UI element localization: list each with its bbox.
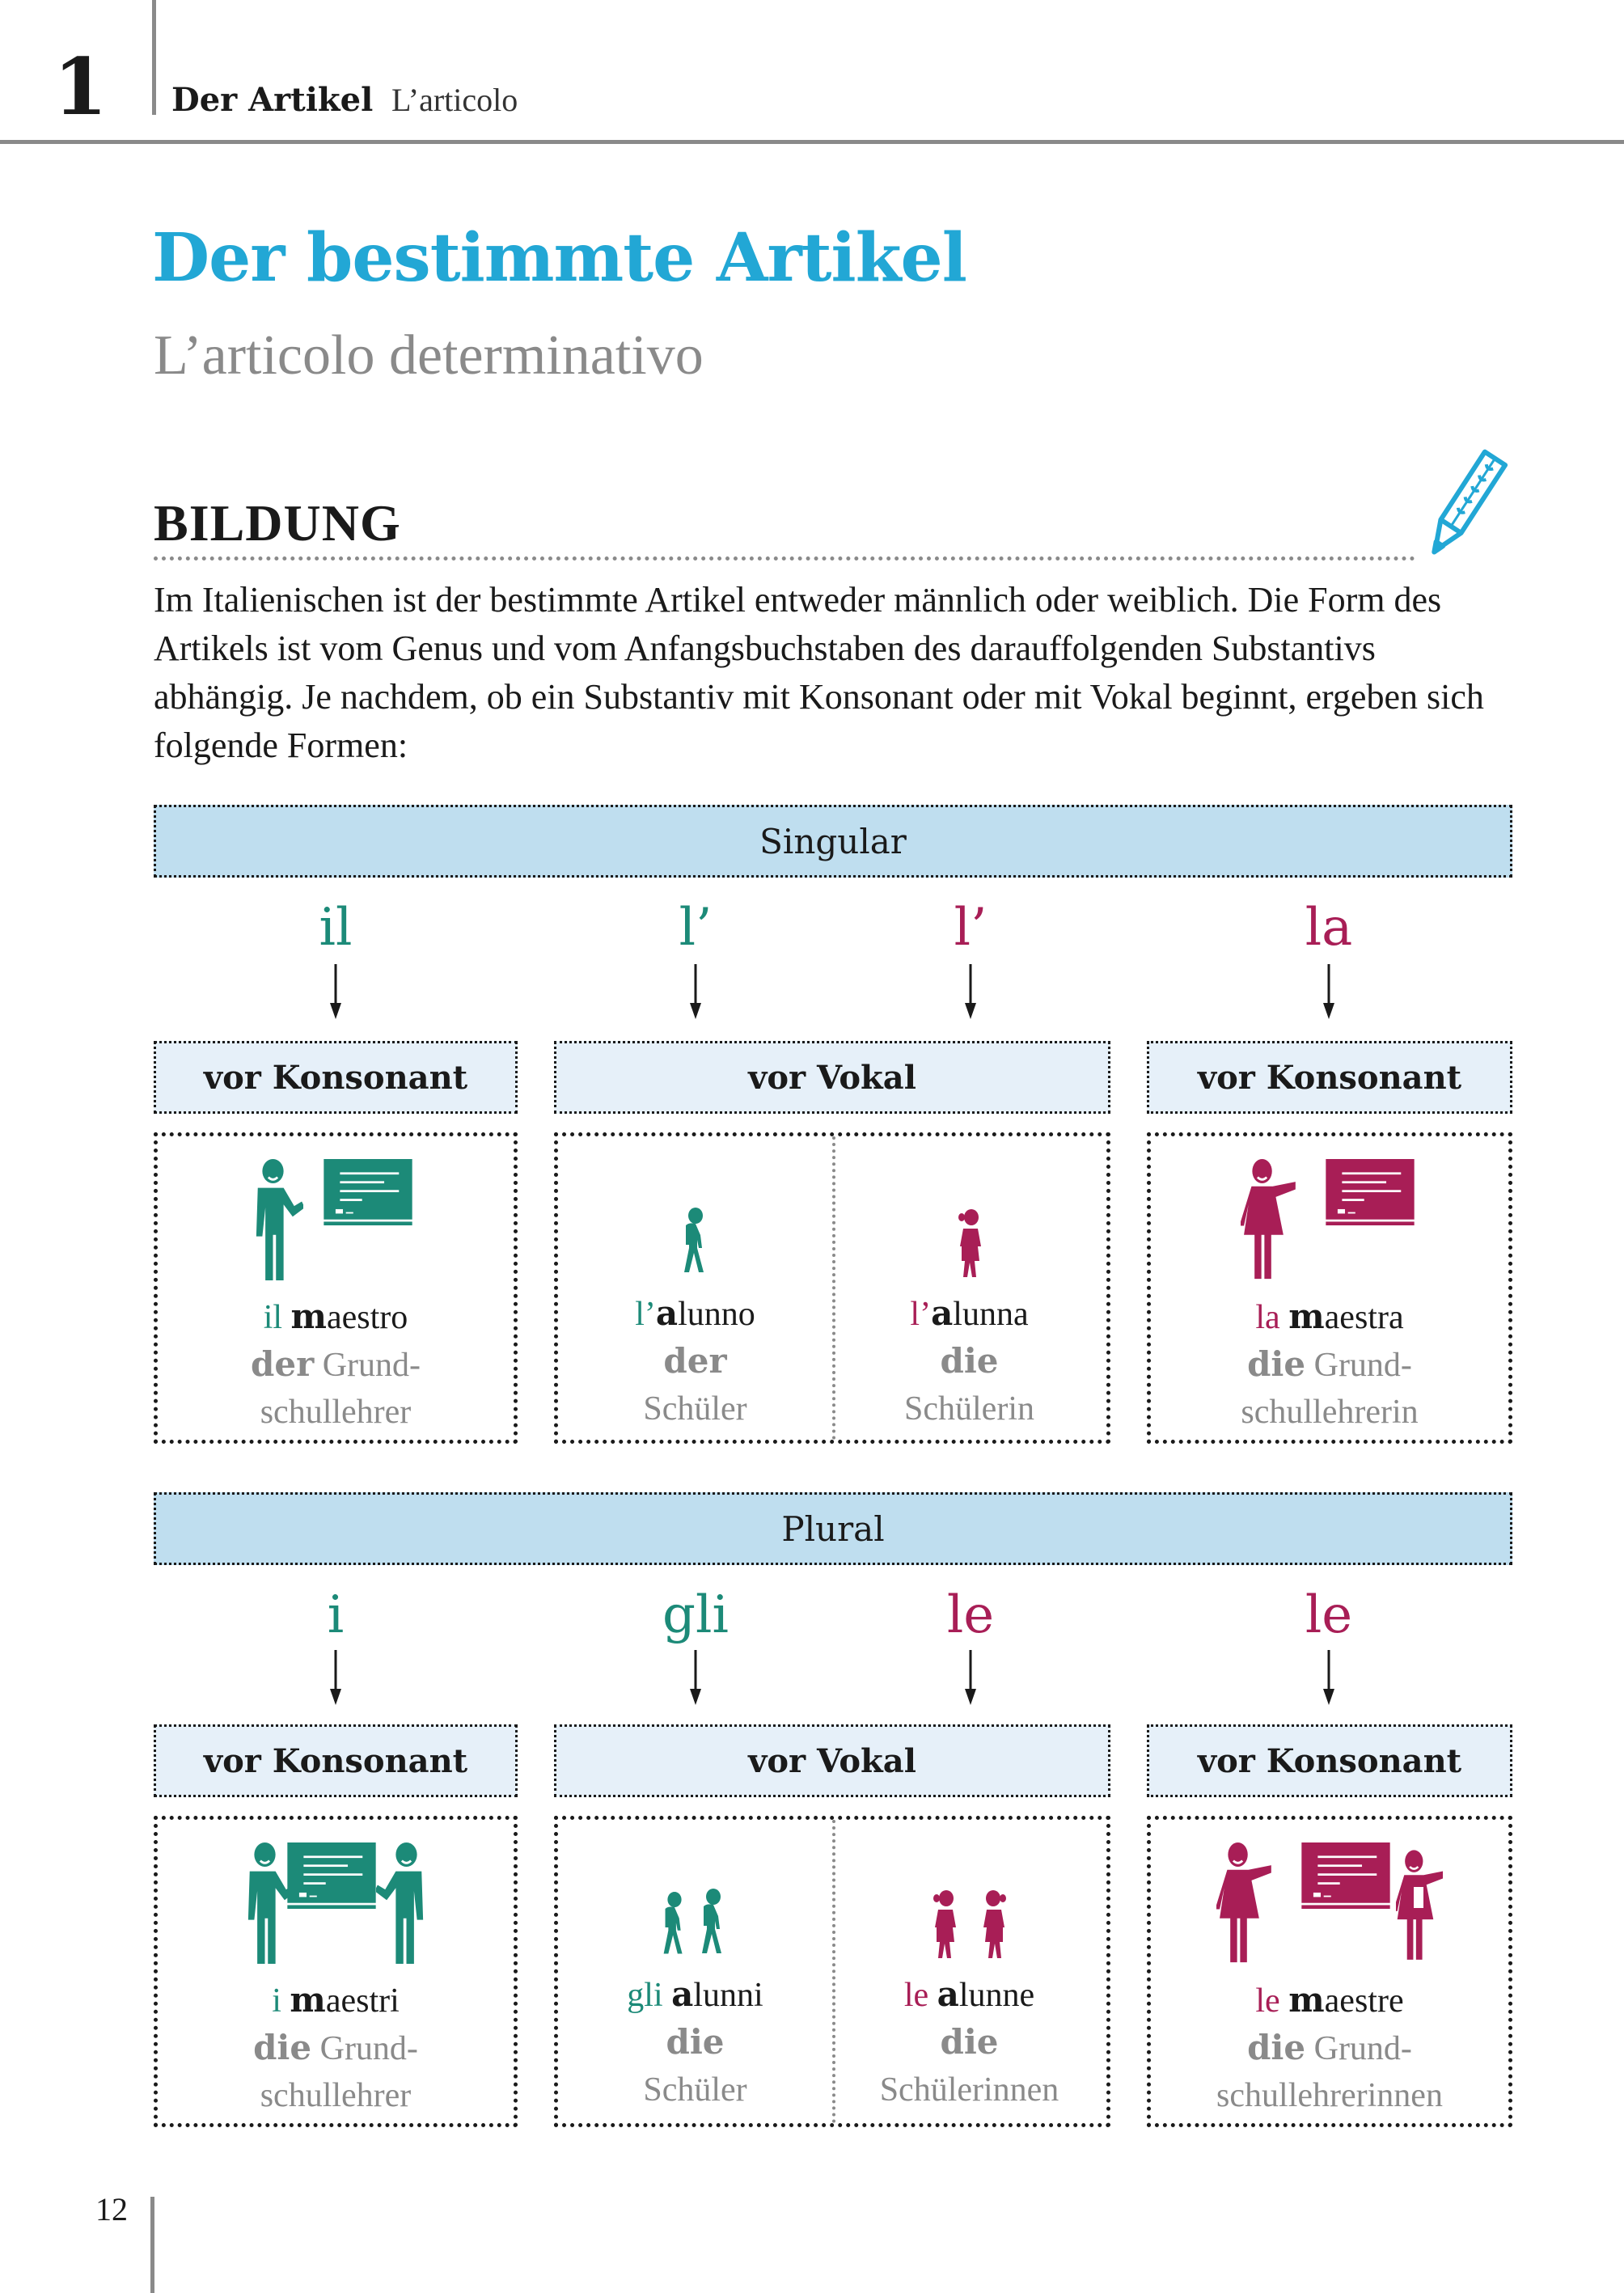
it-noun: i maestri bbox=[272, 1980, 400, 2020]
girl-students-icon bbox=[925, 1889, 1014, 1961]
singular-label: Singular bbox=[759, 821, 907, 861]
article-il: il bbox=[319, 898, 353, 958]
girl-student-icon bbox=[954, 1208, 986, 1280]
article-gli: gli bbox=[662, 1585, 729, 1645]
arrow-down-icon bbox=[328, 964, 344, 1021]
condition-consonant-masc: vor Konsonant bbox=[154, 1724, 518, 1797]
chapter-number: 1 bbox=[53, 41, 108, 133]
de-noun-cont: schullehrerin bbox=[1241, 1394, 1419, 1431]
arrow-down-icon bbox=[962, 1650, 979, 1707]
arrow-down-icon bbox=[328, 1650, 344, 1707]
de-noun: Schüler bbox=[643, 2071, 747, 2109]
article-i: i bbox=[327, 1585, 345, 1645]
condition-consonant-fem: vor Konsonant bbox=[1147, 1041, 1512, 1114]
de-article: die bbox=[940, 1341, 999, 1381]
pencil-icon bbox=[1417, 443, 1514, 565]
section-heading: BILDUNG bbox=[154, 494, 401, 552]
example-card-la-maestra bbox=[1147, 1132, 1512, 1444]
de-article: die bbox=[940, 2022, 999, 2062]
plural-bar bbox=[154, 1492, 1512, 1565]
de-noun: der Grund- bbox=[250, 1344, 421, 1384]
de-noun: die Grund- bbox=[253, 2028, 418, 2067]
condition-consonant-masc: vor Konsonant bbox=[154, 1041, 518, 1114]
plural-label: Plural bbox=[781, 1508, 885, 1549]
condition-vowel: vor Vokal bbox=[554, 1041, 1110, 1114]
article-le-consonant: le bbox=[1305, 1585, 1353, 1645]
it-noun: gli alunni bbox=[627, 1974, 763, 2014]
arrow-down-icon bbox=[687, 964, 704, 1021]
condition-vowel: vor Vokal bbox=[554, 1724, 1110, 1797]
page-title: Der bestimmte Artikel bbox=[152, 219, 966, 297]
it-noun: l’alunna bbox=[910, 1293, 1029, 1333]
page-subtitle: L’articolo determinativo bbox=[154, 324, 704, 387]
it-noun: il maestro bbox=[263, 1297, 408, 1336]
arrow-down-icon bbox=[687, 1650, 704, 1707]
female-teachers-icon bbox=[1216, 1842, 1443, 1964]
example-card-il-maestro bbox=[154, 1132, 518, 1444]
singular-bar bbox=[154, 805, 1512, 878]
section-divider bbox=[154, 556, 1415, 561]
de-noun: Schülerinnen bbox=[879, 2071, 1059, 2109]
male-teachers-icon bbox=[239, 1842, 433, 1964]
de-noun: die Grund- bbox=[1247, 1344, 1412, 1384]
arrow-down-icon bbox=[1321, 1650, 1337, 1707]
de-article: die bbox=[666, 2022, 725, 2062]
header-rule bbox=[0, 140, 1624, 144]
arrow-down-icon bbox=[962, 964, 979, 1021]
chapter-subtitle: L’articolo bbox=[391, 82, 518, 118]
example-card-le-maestre bbox=[1147, 1816, 1512, 2127]
it-noun: l’alunno bbox=[635, 1293, 755, 1333]
de-article: der bbox=[663, 1341, 727, 1381]
condition-consonant-fem: vor Konsonant bbox=[1147, 1724, 1512, 1797]
article-le-vowel: le bbox=[946, 1585, 995, 1645]
arrow-down-icon bbox=[1321, 964, 1337, 1021]
page-number: 12 bbox=[95, 2191, 128, 2227]
boy-student-icon bbox=[679, 1208, 712, 1280]
de-noun-cont: schullehrerinnen bbox=[1216, 2077, 1443, 2114]
it-noun: le maestre bbox=[1255, 1980, 1404, 2020]
footer-divider bbox=[150, 2197, 154, 2293]
boy-students-icon bbox=[655, 1889, 736, 1961]
it-noun: la maestra bbox=[1255, 1297, 1404, 1336]
example-card-vowel bbox=[554, 1132, 1110, 1444]
article-l-masc: l’ bbox=[679, 898, 713, 958]
example-card-vowel-plural bbox=[554, 1816, 1110, 2127]
article-l-fem: l’ bbox=[954, 898, 988, 958]
de-noun: Schülerin bbox=[904, 1390, 1034, 1428]
male-teacher-icon bbox=[239, 1159, 433, 1280]
de-noun-cont: schullehrer bbox=[260, 1394, 412, 1431]
chapter-title: Der Artikel bbox=[171, 81, 374, 119]
example-card-i-maestri bbox=[154, 1816, 518, 2127]
de-noun: die Grund- bbox=[1247, 2028, 1412, 2067]
it-noun: le alunne bbox=[903, 1974, 1035, 2014]
intro-paragraph: Im Italienischen ist der bestimmte Artikel entweder männlich oder weiblich. Die Form des Artikels ist vom Genus und vom Anfangsbuchstaben des darauffolgenden Substantivs abhängig. Je nachdem, ob ein Substantiv mit Konsonant oder mit Vokal beginnt, ergeben sich folgende Formen: bbox=[154, 580, 1484, 765]
de-noun-cont: schullehrer bbox=[260, 2077, 412, 2114]
header-divider bbox=[152, 0, 156, 115]
de-noun: Schüler bbox=[643, 1390, 747, 1428]
article-la: la bbox=[1305, 898, 1353, 958]
female-teacher-icon bbox=[1233, 1159, 1427, 1280]
